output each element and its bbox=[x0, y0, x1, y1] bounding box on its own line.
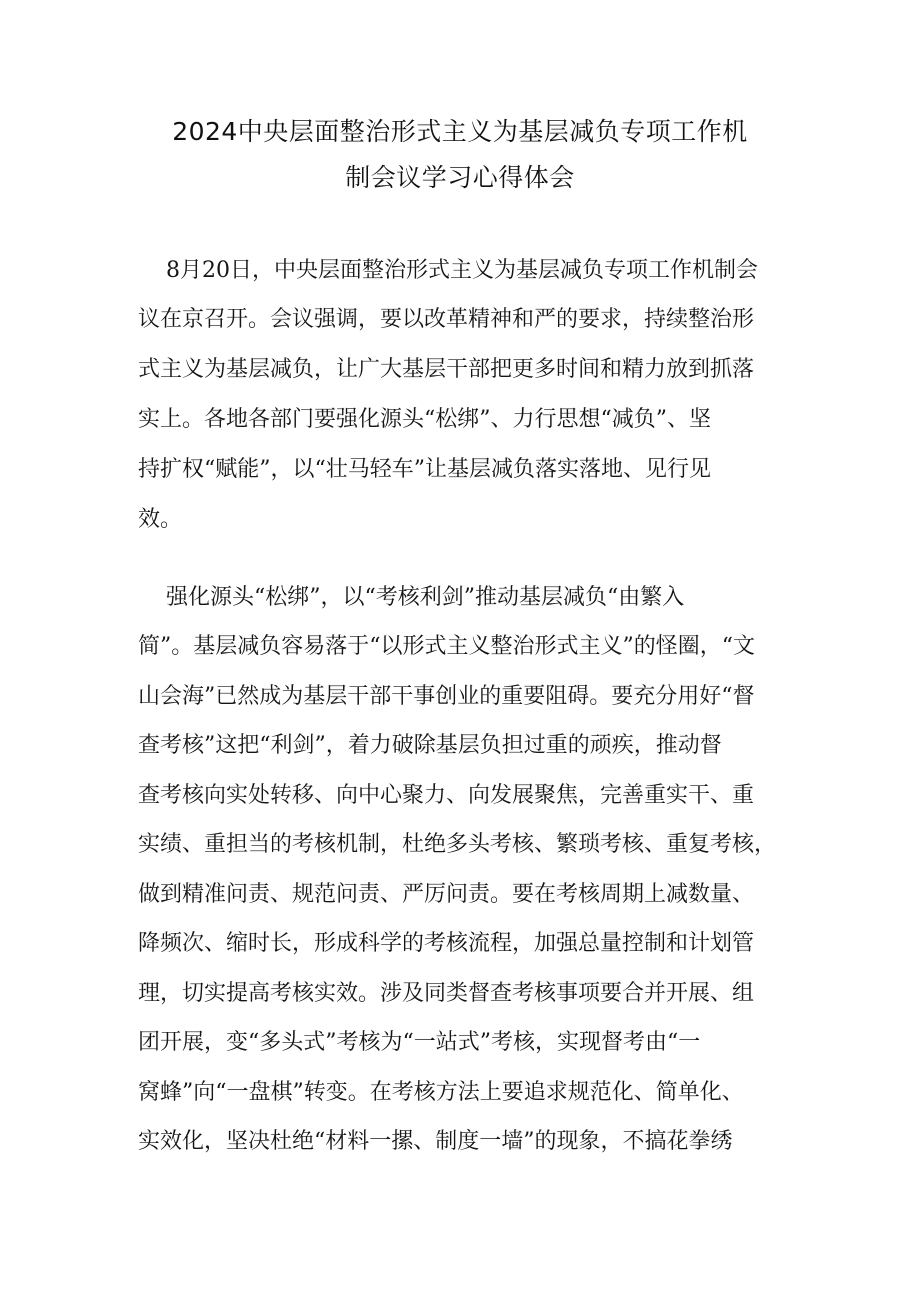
paragraph-1-line-4: 实上。各地各部门要强化源头“松绑”、力行思想“减负”、坚 bbox=[138, 407, 711, 432]
paragraph-2-line-11: 窝蜂”向“一盘棋”转变。在考核方法上要追求规范化、简单化、 bbox=[138, 1080, 744, 1105]
paragraph-1-line-2: 议在京召开。会议强调，要以改革精神和严的要求，持续整治形 bbox=[138, 307, 755, 332]
paragraph-2-line-8: 降频次、缩时长，形成科学的考核流程，加强总量控制和计划管 bbox=[138, 931, 755, 956]
paragraph-2-line-7: 做到精准问责、规范问责、严厉问责。要在考核周期上减数量、 bbox=[138, 882, 755, 907]
paragraph-2-line-2: 简”。基层减负容易落于“以形式主义整治形式主义”的怪圈，“文 bbox=[138, 634, 755, 659]
paragraph-2-line-3: 山会海”已然成为基层干部干事创业的重要阻碍。要充分用好“督 bbox=[138, 684, 755, 709]
paragraph-1-line-5: 持扩权“赋能”，以“壮马轻车”让基层减负落实落地、见行见 bbox=[138, 457, 711, 482]
paragraph-2-line-1: 强化源头“松绑”，以“考核利剑”推动基层减负“由繁入 bbox=[166, 585, 685, 610]
paragraph-2-line-9: 理，切实提高考核实效。涉及同类督查考核事项要合并开展、组 bbox=[138, 981, 755, 1006]
paragraph-1-line-3: 式主义为基层减负，让广大基层干部把更多时间和精力放到抓落 bbox=[138, 357, 755, 382]
document-title bbox=[120, 109, 800, 201]
paragraph-1-line-1: 8月20日，中央层面整治形式主义为基层减负专项工作机制会 bbox=[166, 258, 758, 283]
title-line-2: 制会议学习心得体会 bbox=[345, 163, 575, 192]
paragraph-2-line-10: 团开展，变“多头式”考核为“一站式”考核，实现督考由“一 bbox=[138, 1030, 701, 1055]
paragraph-2-line-12: 实效化，坚决杜绝“材料一摞、制度一墙”的现象，不搞花拳绣 bbox=[138, 1129, 733, 1154]
paragraph-2-line-6: 实绩、重担当的考核机制，杜绝多头考核、繁琐考核、重复考核， bbox=[138, 832, 777, 857]
paragraph-2-line-5: 查考核向实处转移、向中心聚力、向发展聚焦，完善重实干、重 bbox=[138, 783, 755, 808]
title-line-1: 2024中央层面整治形式主义为基层减负专项工作机 bbox=[172, 117, 748, 146]
paragraph-1-line-6: 效。 bbox=[138, 507, 183, 532]
paragraph-2-line-4: 查考核”这把“利剑”，着力破除基层负担过重的顽疾，推动督 bbox=[138, 733, 722, 758]
